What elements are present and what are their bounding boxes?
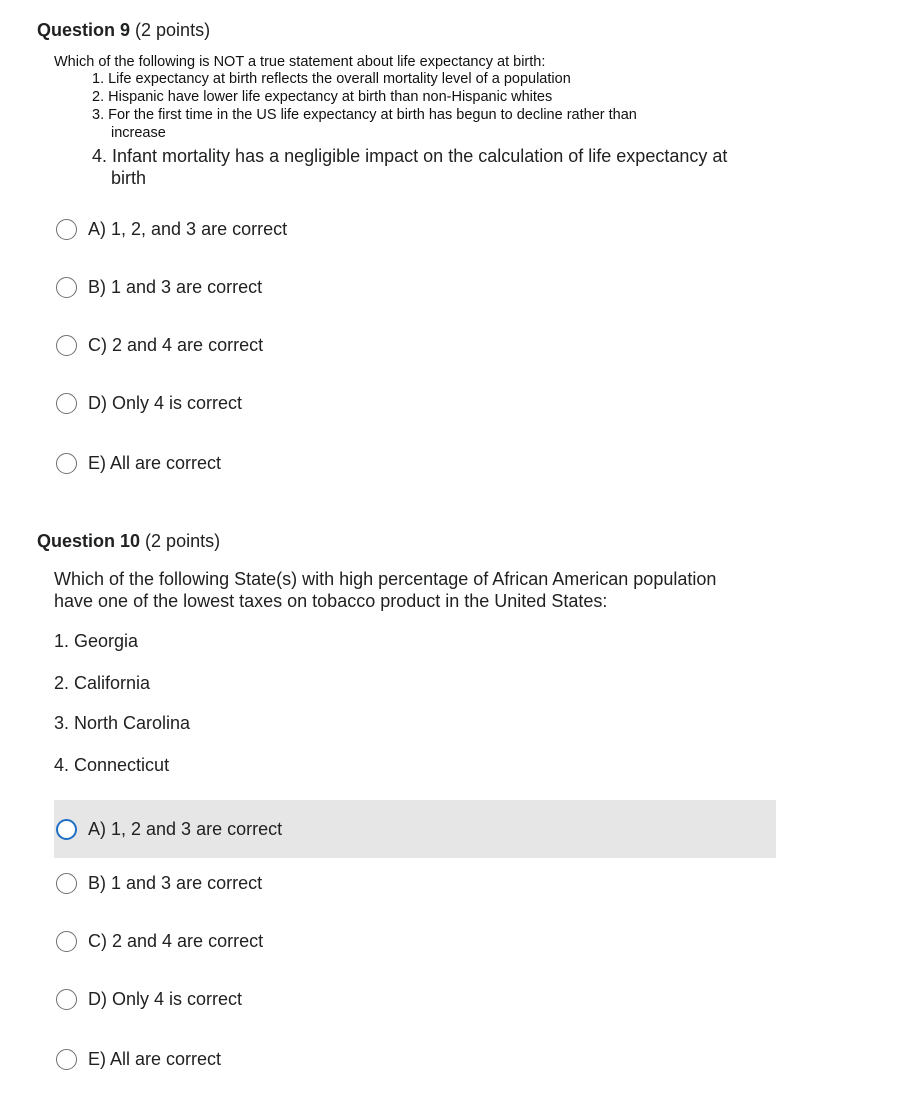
option-label[interactable]: B) 1 and 3 are correct [88,277,263,297]
question-points: (2 points) [145,531,221,551]
radio-button[interactable] [56,989,77,1010]
radio-button[interactable] [56,931,77,952]
radio-button[interactable] [56,1049,77,1070]
question-10-stem [54,568,716,612]
statement-3 [92,107,637,142]
option-label[interactable]: D) Only 4 is correct [88,989,243,1009]
q9-option-d[interactable] [54,374,776,432]
q9-option-e[interactable] [54,434,776,492]
q10-option-a[interactable] [54,800,776,858]
q10-option-d[interactable] [54,970,776,1028]
option-label[interactable]: C) 2 and 4 are correct [88,931,264,951]
statement-text: 4. Infant mortality has a negligible impact on the calculation of life expectancy at [92,146,728,166]
list-item: 2. California [54,673,151,693]
statement-text-wrap: birth [111,168,147,188]
option-label[interactable]: E) All are correct [88,1049,222,1069]
option-label[interactable]: E) All are correct [88,453,222,473]
list-item: 4. Connecticut [54,755,170,775]
q10-option-e[interactable] [54,1030,776,1088]
radio-button[interactable] [56,393,77,414]
radio-button[interactable] [56,873,77,894]
option-label[interactable]: A) 1, 2 and 3 are correct [88,819,283,839]
radio-button[interactable] [56,453,77,474]
statement-1 [92,71,571,89]
radio-button[interactable] [56,819,77,840]
statement-text: 1. Life expectancy at birth reflects the overall mortality level of a population [92,71,571,87]
stem-line: Which of the following State(s) with high percentage of African American population [54,569,717,589]
option-label[interactable]: B) 1 and 3 are correct [88,873,263,893]
q10-option-c[interactable] [54,912,776,970]
list-item: 3. North Carolina [54,713,191,733]
q9-option-b[interactable] [54,258,776,316]
radio-button[interactable] [56,335,77,356]
option-label[interactable]: A) 1, 2, and 3 are correct [88,219,288,239]
list-item: 1. Georgia [54,631,139,651]
option-label[interactable]: C) 2 and 4 are correct [88,335,264,355]
question-9-stem: Which of the following is NOT a true statement about life expectancy at birth: [54,54,546,70]
stem-line: have one of the lowest taxes on tobacco product in the United States: [54,591,608,611]
statement-text: 2. Hispanic have lower life expectancy at birth than non-Hispanic whites [92,89,553,105]
q10-option-b[interactable] [54,854,776,912]
radio-button[interactable] [56,277,77,298]
question-10-title [37,530,220,552]
statement-4 [92,145,727,189]
question-9-title [37,19,210,41]
q9-option-c[interactable] [54,316,776,374]
q9-option-a[interactable] [54,200,776,258]
question-number: Question 10 [37,531,141,551]
option-label[interactable]: D) Only 4 is correct [88,393,243,413]
statement-2 [92,89,552,107]
question-number: Question 9 [37,20,131,40]
question-points: (2 points) [135,20,211,40]
statement-text: 3. For the first time in the US life expectancy at birth has begun to decline rather than [92,107,637,123]
radio-button[interactable] [56,219,77,240]
statement-text-wrap: increase [111,124,166,141]
